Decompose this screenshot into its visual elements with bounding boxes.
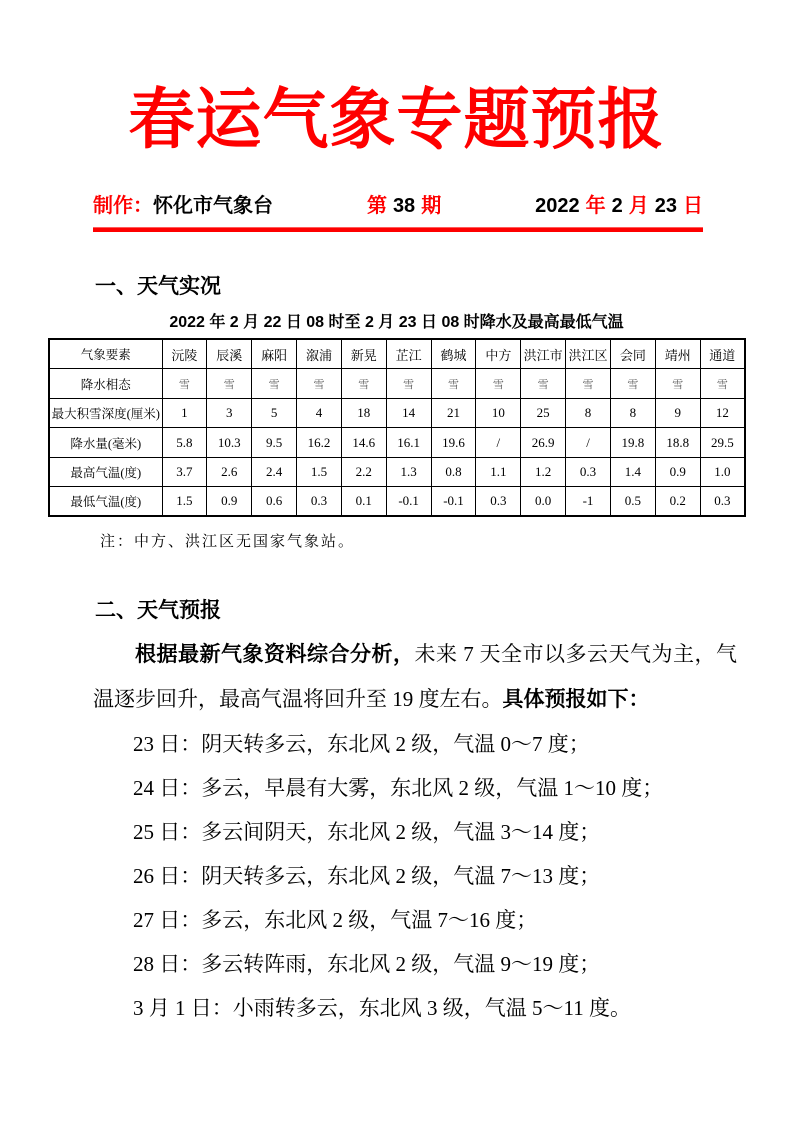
producer-label: 制作：: [93, 195, 153, 218]
table-row-label: 降水相态: [49, 369, 162, 399]
table-cell: 0.3: [700, 487, 745, 517]
section-1-heading: 一、天气实况: [95, 275, 221, 299]
table-cell: 0.3: [566, 457, 611, 487]
table-header-cell: 靖州: [655, 339, 700, 369]
table-cell: 0.0: [521, 487, 566, 517]
intro-regular-text: 未来 7 天全市以多云天气为主，气温逐步回升，最高气温将回升至 19 度左右。: [93, 642, 737, 712]
table-cell: 5: [252, 398, 297, 428]
table-cell: 16.1: [386, 428, 431, 458]
issue-line: [367, 189, 441, 218]
forecast-list: [133, 722, 793, 1030]
table-cell: 雪: [700, 369, 745, 399]
table-cell: 0.1: [341, 487, 386, 517]
issue-prefix: 第: [366, 195, 387, 218]
table-cell: /: [566, 428, 611, 458]
weather-table-body: [49, 339, 745, 516]
table-row-label: 最高气温(度): [49, 457, 162, 487]
table-header-cell: 溆浦: [297, 339, 342, 369]
date-year-unit: 年: [585, 195, 606, 218]
date-month: 2: [611, 195, 623, 218]
intro-bold-lead: 根据最新气象资料综合分析，: [135, 643, 415, 667]
table-cell: 1.5: [162, 487, 207, 517]
table-cell: 25: [521, 398, 566, 428]
table-cell: -0.1: [431, 487, 476, 517]
document-title: 春运气象专题预报: [128, 84, 665, 157]
table-cell: 0.8: [431, 457, 476, 487]
table-cell: 0.3: [476, 487, 521, 517]
table-cell: 2.6: [207, 457, 252, 487]
forecast-item: 23 日：阴天转多云，东北风 2 级，气温 0～7 度；: [133, 732, 590, 757]
table-header-cell: 芷江: [386, 339, 431, 369]
table-cell: 19.8: [610, 428, 655, 458]
table-cell: 雪: [521, 369, 566, 399]
header-divider-rule: [93, 227, 703, 232]
table-cell: 雪: [341, 369, 386, 399]
table-header-cell: 通道: [700, 339, 745, 369]
table-cell: 0.2: [655, 487, 700, 517]
table-cell: 26.9: [521, 428, 566, 458]
table-cell: 0.9: [207, 487, 252, 517]
table-cell: 3: [207, 398, 252, 428]
table-row-label: 最低气温(度): [49, 487, 162, 517]
forecast-item: 25 日：多云间阴天，东北风 2 级，气温 3～14 度；: [133, 820, 601, 845]
table-header-cell: 洪江区: [566, 339, 611, 369]
forecast-item: 26 日：阴天转多云，东北风 2 级，气温 7～13 度；: [133, 864, 601, 889]
table-cell: 0.5: [610, 487, 655, 517]
forecast-item: 3 月 1 日：小雨转多云，东北风 3 级，气温 5～11 度。: [133, 996, 631, 1021]
table-cell: 雪: [566, 369, 611, 399]
table-row-label: 最大积雪深度(厘米): [49, 398, 162, 428]
table-header-cell: 辰溪: [207, 339, 252, 369]
table-cell: 0.9: [655, 457, 700, 487]
table-header-cell: 沅陵: [162, 339, 207, 369]
issue-number: 38: [392, 195, 416, 218]
table-cell: 8: [566, 398, 611, 428]
table-header-cell: 会同: [610, 339, 655, 369]
table-header-cell: 洪江市: [521, 339, 566, 369]
date-year: 2022: [535, 195, 580, 218]
table-cell: 雪: [386, 369, 431, 399]
table-cell: -0.1: [386, 487, 431, 517]
table-cell: 12: [700, 398, 745, 428]
table-header-cell: 麻阳: [252, 339, 297, 369]
table-cell: 雪: [297, 369, 342, 399]
producer-line: [93, 189, 273, 218]
table-cell: -1: [566, 487, 611, 517]
table-cell: 雪: [655, 369, 700, 399]
date-day-unit: 日: [683, 195, 703, 218]
weather-table: [48, 338, 746, 517]
table-row: [49, 369, 745, 399]
section-2-heading: 二、天气预报: [95, 599, 221, 623]
table-cell: 1.3: [386, 457, 431, 487]
table-cell: 29.5: [700, 428, 745, 458]
table-header-label: 气象要素: [49, 339, 162, 369]
table-cell: 10: [476, 398, 521, 428]
table-cell: 8: [610, 398, 655, 428]
table-cell: 5.8: [162, 428, 207, 458]
table-cell: 1.2: [521, 457, 566, 487]
table-cell: 19.6: [431, 428, 476, 458]
table-row: [49, 428, 745, 458]
date-day: 23: [654, 195, 677, 218]
producer-name: 怀化市气象台: [153, 195, 273, 218]
date-month-unit: 月: [628, 195, 649, 218]
table-header-cell: 中方: [476, 339, 521, 369]
table-cell: 雪: [252, 369, 297, 399]
table-cell: 雪: [610, 369, 655, 399]
table-cell: 1.0: [700, 457, 745, 487]
forecast-item: 28 日：多云转阵雨，东北风 2 级，气温 9～19 度；: [133, 952, 601, 977]
table-row: [49, 487, 745, 517]
table-cell: 10.3: [207, 428, 252, 458]
table-cell: 1: [162, 398, 207, 428]
table-header-row: [49, 339, 745, 369]
table-cell: 1.1: [476, 457, 521, 487]
forecast-intro-paragraph: [93, 632, 737, 722]
table-cell: 9: [655, 398, 700, 428]
table-cell: 雪: [476, 369, 521, 399]
table-note: 注：中方、洪江区无国家气象站。: [100, 534, 356, 551]
table-cell: 14.6: [341, 428, 386, 458]
table-cell: 3.7: [162, 457, 207, 487]
table-cell: 0.6: [252, 487, 297, 517]
weather-table-title: 2022 年 2 月 22 日 08 时至 2 月 23 日 08 时降水及最高最低气温: [169, 314, 624, 332]
table-cell: 18: [341, 398, 386, 428]
table-cell: 14: [386, 398, 431, 428]
forecast-item: 24 日：多云，早晨有大雾，东北风 2 级，气温 1～10 度；: [133, 776, 664, 801]
table-cell: 0.3: [297, 487, 342, 517]
table-cell: 18.8: [655, 428, 700, 458]
date-line: [535, 189, 703, 218]
table-cell: 雪: [162, 369, 207, 399]
table-row-label: 降水量(毫米): [49, 428, 162, 458]
table-cell: 9.5: [252, 428, 297, 458]
table-header-cell: 新晃: [341, 339, 386, 369]
table-cell: 4: [297, 398, 342, 428]
table-cell: 21: [431, 398, 476, 428]
issue-suffix: 期: [421, 195, 442, 218]
forecast-item: 27 日：多云，东北风 2 级，气温 7～16 度；: [133, 908, 538, 933]
document-meta-row: [93, 189, 703, 218]
table-cell: 2.2: [341, 457, 386, 487]
table-cell: 雪: [207, 369, 252, 399]
table-header-cell: 鹤城: [431, 339, 476, 369]
table-cell: 1.5: [297, 457, 342, 487]
table-cell: 2.4: [252, 457, 297, 487]
table-row: [49, 398, 745, 428]
table-cell: /: [476, 428, 521, 458]
table-row: [49, 457, 745, 487]
intro-bold-tail: 具体预报如下：: [502, 688, 650, 712]
table-cell: 16.2: [297, 428, 342, 458]
table-cell: 雪: [431, 369, 476, 399]
table-cell: 1.4: [610, 457, 655, 487]
